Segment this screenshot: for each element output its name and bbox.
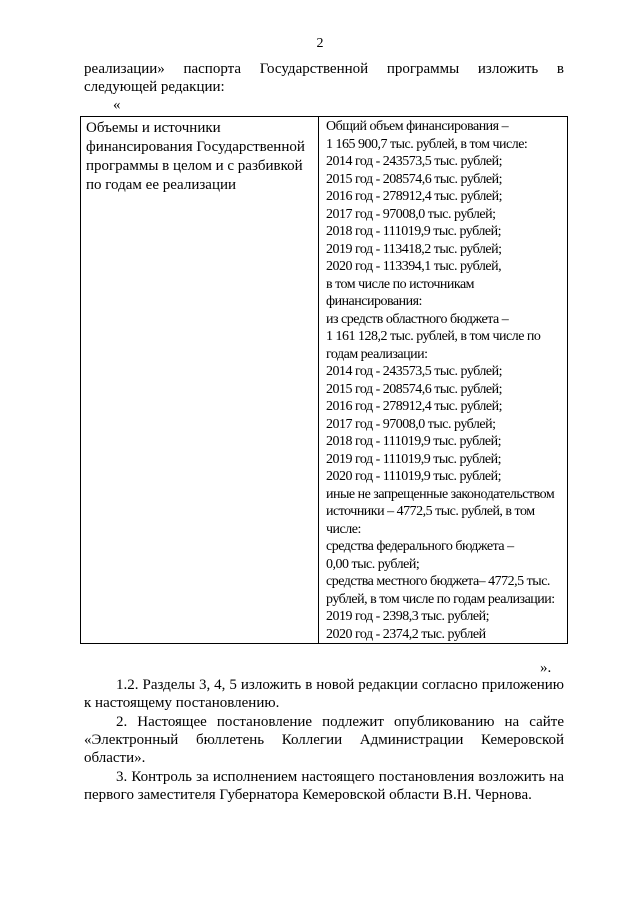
financing-line: 2017 год - 97008,0 тыс. рублей;: [326, 416, 496, 432]
financing-line: средства федерального бюджета –: [326, 539, 514, 554]
financing-line: 2018 год - 111019,9 тыс. рублей;: [326, 224, 501, 239]
financing-line: 2019 год - 111019,9 тыс. рублей;: [326, 451, 501, 467]
intro-line-2: следующей редакции:: [84, 79, 225, 95]
financing-line: 2019 год - 113418,2 тыс. рублей;: [326, 241, 502, 257]
table-row: [81, 117, 568, 644]
page-number: 2: [316, 36, 324, 51]
financing-line: 2014 год - 243573,5 тыс. рублей;: [326, 154, 503, 169]
financing-line: 2020 год - 111019,9 тыс. рублей;: [326, 469, 501, 484]
financing-line: 2020 год - 113394,1 тыс. рублей,: [326, 259, 502, 274]
financing-line: Общий объем финансирования –: [326, 119, 509, 134]
close-quote: ».: [540, 660, 552, 676]
financing-line: 2020 год - 2374,2 тыс. рублей: [326, 626, 486, 642]
financing-line: в том числе по источникам: [326, 276, 475, 292]
financing-line: 2019 год - 2398,3 тыс. рублей;: [326, 609, 490, 624]
intro-line-1: реализации» паспорта Государственной программы изложить в: [84, 61, 564, 77]
financing-cell: [319, 117, 568, 644]
financing-line: источники – 4772,5 тыс. рублей, в том: [326, 504, 535, 519]
financing-line: 2015 год - 208574,6 тыс. рублей;: [326, 381, 503, 397]
financing-line: 2014 год - 243573,5 тыс. рублей;: [326, 364, 503, 379]
financing-line: годам реализации:: [326, 346, 428, 362]
financing-line: 2018 год - 111019,9 тыс. рублей;: [326, 434, 501, 449]
financing-line: иные не запрещенные законодательством: [326, 486, 555, 502]
financing-line: средства местного бюджета– 4772,5 тыс.: [326, 574, 550, 589]
financing-line: финансирования:: [326, 294, 422, 309]
financing-line: 2016 год - 278912,4 тыс. рублей;: [326, 189, 503, 204]
paragraph-2: 2. Настоящее постановление подлежит опубликованию на сайте «Электронный бюллетень Коллегии Администрации Кемеровской области».: [84, 714, 564, 766]
financing-line: 0,00 тыс. рублей;: [326, 556, 420, 572]
financing-line: 2016 год - 278912,4 тыс. рублей;: [326, 399, 503, 414]
financing-line: 1 165 900,7 тыс. рублей, в том числе:: [326, 136, 528, 152]
paragraph-1-2: 1.2. Разделы 3, 4, 5 изложить в новой редакции согласно приложению к настоящему постановлению.: [84, 677, 564, 711]
table-label-cell: Объемы и источники финансирования Государственной программы в целом и с разбивкой по годам ее реализации: [81, 117, 319, 644]
financing-line: 2015 год - 208574,6 тыс. рублей;: [326, 171, 503, 187]
financing-line: числе:: [326, 521, 361, 537]
paragraph-3: 3. Контроль за исполнением настоящего постановления возложить на первого заместителя Губернатора Кемеровской области В.Н. Чернова.: [84, 769, 564, 803]
passport-table: [80, 116, 568, 644]
financing-line: 1 161 128,2 тыс. рублей, в том числе по: [326, 329, 541, 344]
financing-line: из средств областного бюджета –: [326, 311, 509, 327]
open-quote: «: [113, 97, 121, 113]
financing-line: рублей, в том числе по годам реализации:: [326, 591, 555, 607]
financing-line: 2017 год - 97008,0 тыс. рублей;: [326, 206, 496, 222]
